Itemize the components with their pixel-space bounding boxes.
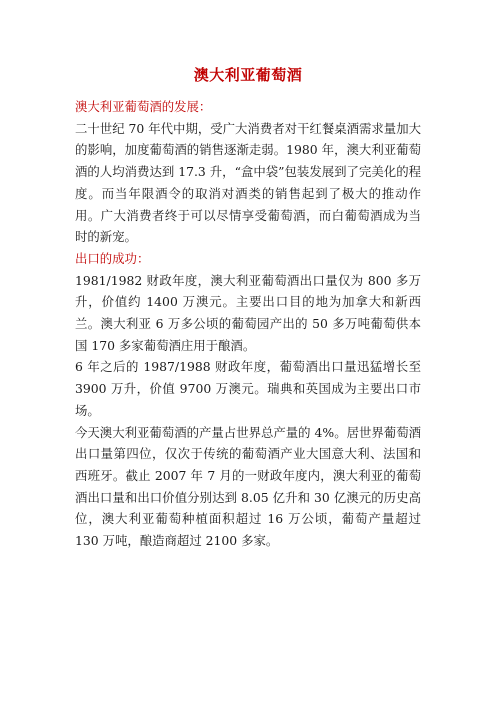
paragraph-export-1987: 6 年之后的 1987/1988 财政年度，葡萄酒出口量迅猛增长至 3900 万升，价值 9700 万澳元。瑞典和英国成为主要出口市场。 — [75, 359, 421, 418]
section-heading-development: 澳大利亚葡萄酒的发展： — [75, 99, 212, 114]
document-body — [75, 96, 421, 552]
section-heading-export-success: 出口的成功： — [75, 250, 150, 266]
paragraph-export-today: 今天澳大利亚葡萄酒的产量占世界总产量的 4%。居世界葡萄酒出口量第四位，仅次于传统的葡萄酒产业大国意大利、法国和西班牙。截止 2007 年 7 月的一财政年度内，澳大利亚的葡萄酒出口量和出口价值分别达到 8.05 亿升和 30 亿澳元的历史高位，澳大利亚葡萄种植面积超过 16 万公顷，葡萄产量超过 130 万吨，酿造商超过 2100 多家。 — [75, 424, 421, 549]
document-title: 澳大利亚葡萄酒 — [193, 66, 303, 84]
paragraph-development: 二十世纪 70 年代中期，受广大消费者对干红餐桌酒需求量加大的影响，加度葡萄酒的销售逐渐走弱。1980 年，澳大利亚葡萄酒的人均消费达到 17.3 升，“盒中袋”包装发展到了完美化的程度。而当年限酒令的取消对酒类的销售起到了极大的推动作用。广大消费者终于可以尽情享受葡萄酒，而白葡萄酒成为当时的新宠。 — [75, 120, 421, 245]
paragraph-export-1981: 1981/1982 财政年度，澳大利亚葡萄酒出口量仅为 800 多万升，价值约 1400 万澳元。主要出口目的地为加拿大和新西兰。澳大利亚 6 万多公顷的葡萄园产出的 50 多万吨葡萄供本国 170 多家葡萄酒庄用于酿酒。 — [75, 272, 421, 353]
